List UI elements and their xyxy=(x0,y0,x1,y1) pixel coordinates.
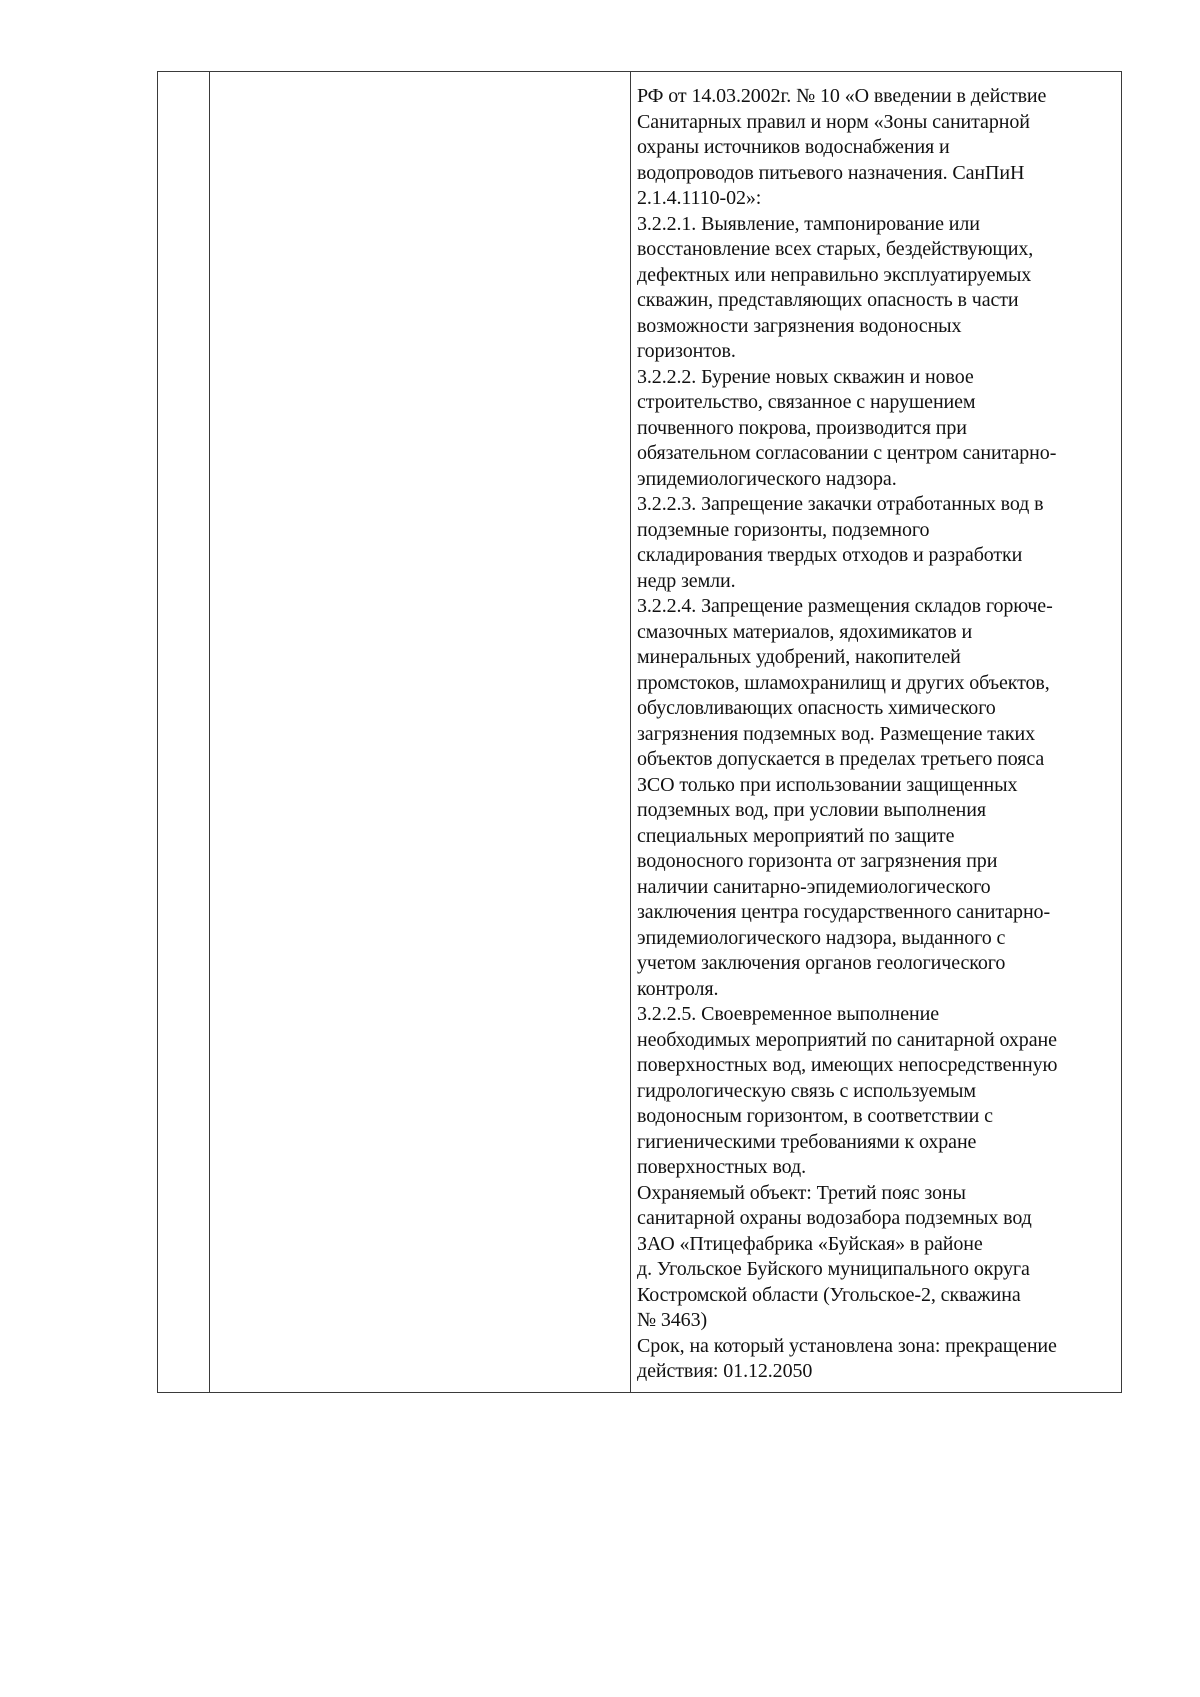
description-line: складирования твердых отходов и разработки xyxy=(637,544,1023,566)
description-line: дефектных или неправильно эксплуатируемых xyxy=(637,263,1032,286)
description-line: водоносным горизонтом, в соответствии с xyxy=(637,1105,993,1127)
description-line: Охраняемый объект: Третий пояс зоны xyxy=(637,1181,966,1204)
description-line: учетом заключения органов геологического xyxy=(637,952,1006,974)
description-line: наличии санитарно-эпидемиологического xyxy=(637,875,991,898)
document-table xyxy=(157,71,1122,1393)
description-line: обязательном согласовании с центром санитарно- xyxy=(637,442,1057,464)
description-line: гигиеническими требованиями к охране xyxy=(637,1130,977,1153)
description-line: объектов допускается в пределах третьего пояса xyxy=(637,748,1045,770)
description-line: обусловливающих опасность химического xyxy=(637,697,996,719)
table-cell-description xyxy=(631,72,1121,1392)
description-line: водоносного горизонта от загрязнения при xyxy=(637,850,998,872)
description-line: подземных вод, при условии выполнения xyxy=(637,799,986,821)
description-line: д. Угольское Буйского муниципального округа xyxy=(637,1258,1030,1280)
description-line: действия: 01.12.2050 xyxy=(637,1360,813,1382)
description-line: Срок, на который установлена зона: прекращение xyxy=(637,1334,1057,1357)
table-cell-name xyxy=(210,72,631,1392)
description-line: строительство, связанное с нарушением xyxy=(637,391,976,413)
description-line: поверхностных вод. xyxy=(637,1156,806,1178)
description-line: 3.2.2.4. Запрещение размещения складов горюче- xyxy=(637,595,1053,617)
description-line: смазочных материалов, ядохимикатов и xyxy=(637,620,973,643)
description-line: заключения центра государственного санитарно- xyxy=(637,901,1051,923)
description-line: 2.1.4.1110-02»: xyxy=(637,187,762,209)
description-line: возможности загрязнения водоносных xyxy=(637,314,962,337)
description-line: почвенного покрова, производится при xyxy=(637,416,967,439)
description-line: необходимых мероприятий по санитарной охране xyxy=(637,1028,1057,1051)
description-line: 3.2.2.5. Своевременное выполнение xyxy=(637,1003,940,1025)
description-line: № 3463) xyxy=(637,1309,708,1331)
description-line: скважин, представляющих опасность в части xyxy=(637,289,1019,311)
description-line: охраны источников водоснабжения и xyxy=(637,136,950,158)
description-line: промстоков, шламохранилищ и других объектов, xyxy=(637,671,1050,694)
description-line: 3.2.2.2. Бурение новых скважин и новое xyxy=(637,365,974,388)
description-line: загрязнения подземных вод. Размещение таких xyxy=(637,722,1035,745)
description-line: Костромской области (Угольское-2, скважина xyxy=(637,1283,1021,1306)
description-line: контроля. xyxy=(637,977,719,1000)
description-line: восстановление всех старых, бездействующих, xyxy=(637,238,1034,260)
description-line: санитарной охраны водозабора подземных вод xyxy=(637,1207,1032,1229)
description-line: горизонтов. xyxy=(637,340,736,362)
description-line: подземные горизонты, подземного xyxy=(637,518,930,541)
description-line: специальных мероприятий по защите xyxy=(637,824,955,847)
description-line: недр земли. xyxy=(637,569,736,592)
description-line: Санитарных правил и норм «Зоны санитарной xyxy=(637,110,1030,133)
description-line: ЗАО «Птицефабрика «Буйская» в районе xyxy=(637,1232,983,1255)
description-line: ЗСО только при использовании защищенных xyxy=(637,773,1018,796)
description-line: РФ от 14.03.2002г. № 10 «О введении в действие xyxy=(637,85,1047,107)
description-line: 3.2.2.3. Запрещение закачки отработанных вод в xyxy=(637,493,1044,515)
description-line: эпидемиологического надзора, выданного с xyxy=(637,926,1006,949)
table-cell-number xyxy=(158,72,210,1392)
description-line: поверхностных вод, имеющих непосредственную xyxy=(637,1054,1058,1076)
description-line: 3.2.2.1. Выявление, тампонирование или xyxy=(637,212,980,235)
description-line: минеральных удобрений, накопителей xyxy=(637,646,961,668)
description-line: гидрологическую связь с используемым xyxy=(637,1079,976,1102)
description-line: водопроводов питьевого назначения. СанПиН xyxy=(637,161,1025,184)
description-line: эпидемиологического надзора. xyxy=(637,467,897,490)
